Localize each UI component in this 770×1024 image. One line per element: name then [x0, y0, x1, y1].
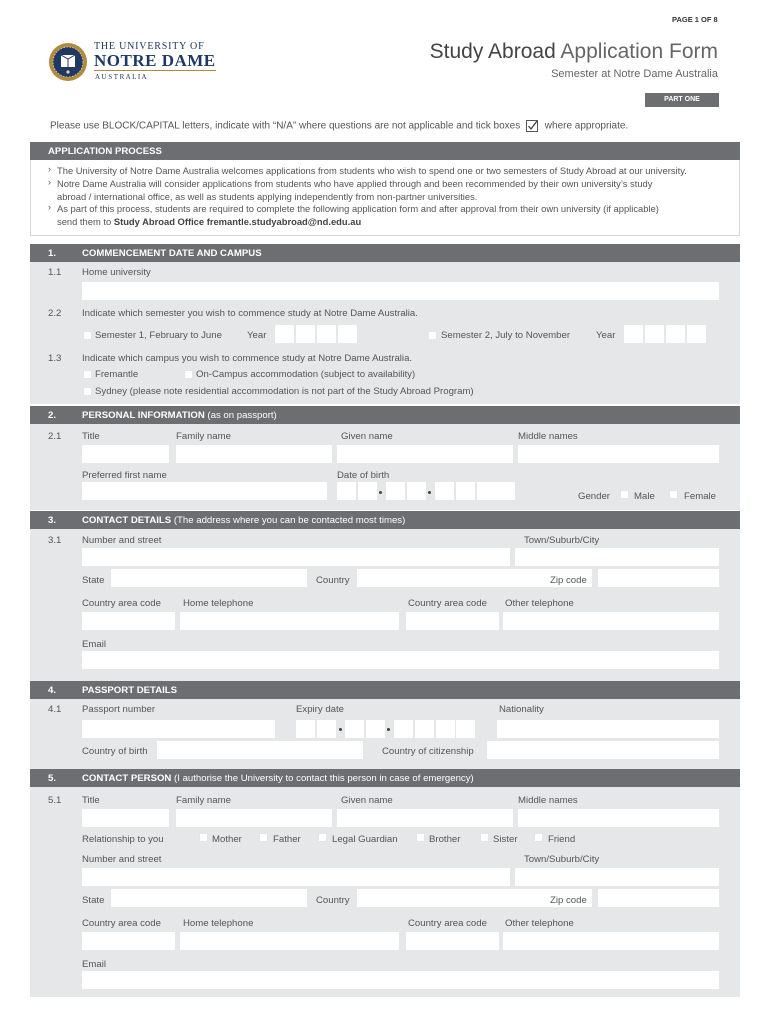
date-separator: [387, 728, 390, 731]
q22-number: 2.2: [48, 308, 62, 319]
father-checkbox[interactable]: [259, 833, 268, 842]
contact-middle-input[interactable]: [518, 809, 719, 827]
section3-number: 3.: [48, 515, 57, 526]
process-bullet-3a: As part of this process, students are required to complete the following application form and after approval from their own university (if applicable): [57, 203, 659, 214]
dob-digit-box[interactable]: [407, 482, 426, 500]
section2-title-text: PERSONAL INFORMATION: [82, 410, 205, 421]
nationality-input[interactable]: [497, 720, 719, 738]
father-label: Father: [273, 834, 301, 845]
section1-title: COMMENCEMENT DATE AND CAMPUS: [82, 248, 262, 259]
year-digit-box[interactable]: [317, 325, 336, 343]
q31-number: 3.1: [48, 535, 62, 546]
mother-checkbox[interactable]: [199, 833, 208, 842]
contact-state-label: State: [82, 895, 105, 906]
form-title: [430, 40, 718, 64]
home-phone-label: Home telephone: [183, 598, 254, 609]
sydney-label: Sydney (please note residential accommodation is not part of the Study Abroad Program): [95, 386, 474, 397]
expiry-digit-box[interactable]: [296, 720, 315, 738]
expiry-digit-box[interactable]: [317, 720, 336, 738]
expiry-digit-box[interactable]: [394, 720, 413, 738]
contact-other-label: Other telephone: [505, 918, 574, 929]
form-subtitle: Semester at Notre Dame Australia: [551, 68, 718, 80]
logo-line1: THE UNIVERSITY OF: [94, 41, 205, 52]
semester-question: Indicate which semester you wish to commence study at Notre Dame Australia.: [82, 308, 418, 319]
instructions-text-after: where appropriate.: [544, 120, 629, 132]
process-bullet-1: The University of Notre Dame Australia welcomes applications from students who wish to spend one or two semesters of Study Abroad at our university.: [57, 165, 687, 176]
year-digit-box[interactable]: [645, 325, 664, 343]
dob-digit-box[interactable]: [435, 482, 454, 500]
sister-checkbox[interactable]: [480, 833, 489, 842]
contact-email-label: Email: [82, 959, 106, 970]
brother-checkbox[interactable]: [416, 833, 425, 842]
contact-area2-label: Country area code: [408, 918, 487, 929]
contact-town-label: Town/Suburb/City: [524, 854, 600, 865]
process-contact-email: Study Abroad Office fremantle.studyabroad@nd.edu.au: [113, 216, 362, 227]
middle-names-input[interactable]: [518, 445, 719, 463]
male-label: Male: [634, 491, 655, 502]
oncampus-label: On-Campus accommodation (subject to availability): [196, 369, 416, 380]
date-separator: [339, 728, 342, 731]
contact-email-input[interactable]: [82, 971, 719, 989]
citizenship-input[interactable]: [487, 741, 719, 759]
contact-given-label: Given name: [341, 795, 393, 806]
process-arrow-2: ›: [48, 177, 51, 187]
q21-number: 2.1: [48, 431, 62, 442]
date-separator: [428, 491, 431, 494]
street-label: Number and street: [82, 535, 162, 546]
passport-input[interactable]: [82, 720, 275, 738]
area-code1-input[interactable]: [82, 612, 175, 630]
given-name-input[interactable]: [337, 445, 513, 463]
birth-country-input[interactable]: [157, 741, 363, 759]
contact-home-input[interactable]: [180, 932, 399, 950]
female-checkbox[interactable]: [669, 490, 678, 499]
family-name-label: Family name: [176, 431, 231, 442]
other-phone-input[interactable]: [503, 612, 719, 630]
middle-names-label: Middle names: [518, 431, 578, 442]
country-label: Country: [316, 575, 350, 586]
tick-example-icon: [526, 120, 539, 132]
fremantle-label: Fremantle: [95, 369, 139, 380]
form-title-light: Application Form: [555, 40, 718, 63]
email-input[interactable]: [82, 651, 719, 669]
town-label: Town/Suburb/City: [524, 535, 600, 546]
gender-label: Gender: [578, 491, 610, 502]
sister-label: Sister: [493, 834, 518, 845]
part-badge: [645, 93, 719, 107]
contact-family-input[interactable]: [176, 809, 332, 827]
year-digit-box[interactable]: [338, 325, 357, 343]
area-code2-input[interactable]: [406, 612, 499, 630]
zip-label: Zip code: [550, 575, 587, 586]
contact-middle-label: Middle names: [518, 795, 578, 806]
contact-title-label: Title: [82, 795, 100, 806]
oncampus-checkbox[interactable]: [184, 370, 193, 379]
q11-number: 1.1: [48, 267, 62, 278]
state-label: State: [82, 575, 105, 586]
preferred-name-input[interactable]: [82, 482, 327, 500]
instructions: [50, 120, 628, 132]
preferred-name-label: Preferred first name: [82, 470, 167, 481]
section1-header: [30, 244, 740, 262]
contact-country-label: Country: [316, 895, 350, 906]
birth-country-label: Country of birth: [82, 746, 148, 757]
dob-digit-box[interactable]: [456, 482, 475, 500]
section4-title: PASSPORT DETAILS: [82, 685, 178, 696]
area-code2-label: Country area code: [408, 598, 487, 609]
contact-street-input[interactable]: [82, 868, 510, 886]
fremantle-checkbox[interactable]: [83, 370, 92, 379]
email-label: Email: [82, 639, 106, 650]
year-digit-box[interactable]: [275, 325, 294, 343]
contact-area1-input[interactable]: [82, 932, 175, 950]
section5-title-note: (I authorise the University to contact this person in case of emergency): [171, 773, 474, 784]
friend-checkbox[interactable]: [534, 833, 543, 842]
zip-input[interactable]: [598, 569, 719, 587]
dob-digit-box[interactable]: [477, 482, 496, 500]
section3-title-note: (The address where you can be contacted most times): [171, 515, 406, 526]
home-university-label: Home university: [82, 267, 151, 278]
passport-label: Passport number: [82, 704, 156, 715]
dob-digit-box[interactable]: [337, 482, 356, 500]
town-input[interactable]: [515, 548, 719, 566]
contact-title-input[interactable]: [82, 809, 169, 827]
year-digit-box[interactable]: [687, 325, 706, 343]
contact-zip-input[interactable]: [598, 889, 719, 907]
dob-digit-box[interactable]: [496, 482, 515, 500]
contact-area1-label: Country area code: [82, 918, 161, 929]
section3-header: [30, 511, 740, 529]
contact-zip-label: Zip code: [550, 895, 587, 906]
contact-area2-input[interactable]: [406, 932, 499, 950]
section5-number: 5.: [48, 773, 57, 784]
section5-title: [82, 773, 474, 784]
part-badge-label: PART ONE: [664, 96, 700, 103]
process-arrow-1: ›: [48, 164, 51, 174]
section2-title: [82, 410, 277, 421]
dob-digit-box[interactable]: [386, 482, 405, 500]
sydney-checkbox[interactable]: [83, 387, 92, 396]
state-input[interactable]: [111, 569, 307, 587]
year-digit-box[interactable]: [666, 325, 685, 343]
contact-home-label: Home telephone: [183, 918, 254, 929]
process-header: [30, 142, 740, 160]
dob-digit-box[interactable]: [358, 482, 377, 500]
contact-street-label: Number and street: [82, 854, 162, 865]
process-heading: APPLICATION PROCESS: [48, 146, 162, 157]
section2-header: [30, 406, 740, 424]
expiry-digit-box[interactable]: [456, 720, 475, 738]
contact-state-input[interactable]: [111, 889, 307, 907]
section2-number: 2.: [48, 410, 57, 421]
logo-line3: A U S T R A L I A: [95, 73, 147, 81]
process-bullet-2a: Notre Dame Australia will consider applications from students who have applied through and been recommended by their own university’s study: [57, 178, 653, 189]
street-input[interactable]: [82, 548, 510, 566]
brother-label: Brother: [429, 834, 461, 845]
section1-number: 1.: [48, 248, 57, 259]
page-number: PAGE 1 OF 8: [672, 15, 718, 24]
section5-header: [30, 769, 740, 787]
area-code1-label: Country area code: [82, 598, 161, 609]
title-input[interactable]: [82, 445, 169, 463]
semester2-year-label: Year: [596, 330, 616, 341]
guardian-label: Legal Guardian: [332, 834, 398, 845]
university-crest-icon: [48, 42, 88, 82]
given-name-label: Given name: [341, 431, 393, 442]
contact-other-input[interactable]: [503, 932, 719, 950]
citizenship-label: Country of citizenship: [382, 746, 474, 757]
process-bullet-3b: [57, 216, 361, 227]
semester1-year-label: Year: [247, 330, 267, 341]
logo-line2: NOTRE DAME: [94, 51, 216, 70]
expiry-label: Expiry date: [296, 704, 344, 715]
university-logo: [48, 40, 228, 84]
form-title-bold: Study Abroad: [429, 40, 556, 63]
process-arrow-3: ›: [48, 202, 51, 212]
relationship-label: Relationship to you: [82, 834, 164, 845]
male-checkbox[interactable]: [620, 490, 629, 499]
section2-title-note: (as on passport): [204, 410, 277, 421]
instructions-text-before: Please use BLOCK/CAPITAL letters, indicate with “N/A” where questions are not applicable and tick boxes: [50, 120, 521, 132]
q13-number: 1.3: [48, 353, 62, 364]
logo-divider: [94, 70, 216, 71]
dob-label: Date of birth: [337, 470, 390, 481]
q51-number: 5.1: [48, 795, 62, 806]
year-digit-box[interactable]: [624, 325, 643, 343]
nationality-label: Nationality: [499, 704, 544, 715]
semester1-label: Semester 1, February to June: [95, 330, 222, 341]
semester2-label: Semester 2, July to November: [441, 330, 571, 341]
friend-label: Friend: [548, 834, 576, 845]
section5-title-text: CONTACT PERSON: [82, 773, 172, 784]
semester2-checkbox[interactable]: [428, 331, 437, 340]
expiry-digit-box[interactable]: [436, 720, 455, 738]
title-label: Title: [82, 431, 100, 442]
campus-question: Indicate which campus you wish to commence study at Notre Dame Australia.: [82, 353, 413, 364]
home-phone-input[interactable]: [180, 612, 399, 630]
section3-title: [82, 515, 405, 526]
expiry-digit-box[interactable]: [366, 720, 385, 738]
semester1-checkbox[interactable]: [83, 331, 92, 340]
other-phone-label: Other telephone: [505, 598, 574, 609]
process-bullet-3b-text: send them to: [57, 216, 114, 227]
date-separator: [379, 491, 382, 494]
q41-number: 4.1: [48, 704, 62, 715]
mother-label: Mother: [212, 834, 242, 845]
year-digit-box[interactable]: [296, 325, 315, 343]
section3-title-text: CONTACT DETAILS: [82, 515, 172, 526]
female-label: Female: [684, 491, 716, 502]
contact-town-input[interactable]: [515, 868, 719, 886]
contact-given-input[interactable]: [337, 809, 513, 827]
expiry-digit-box[interactable]: [345, 720, 364, 738]
section4-number: 4.: [48, 685, 57, 696]
section4-header: [30, 681, 740, 699]
process-bullet-2b: abroad / international office, as well as students applying independently from non-partner universities.: [57, 191, 478, 202]
expiry-digit-box[interactable]: [415, 720, 434, 738]
contact-family-label: Family name: [176, 795, 231, 806]
guardian-checkbox[interactable]: [318, 833, 327, 842]
home-university-input[interactable]: [82, 282, 719, 300]
family-name-input[interactable]: [176, 445, 332, 463]
